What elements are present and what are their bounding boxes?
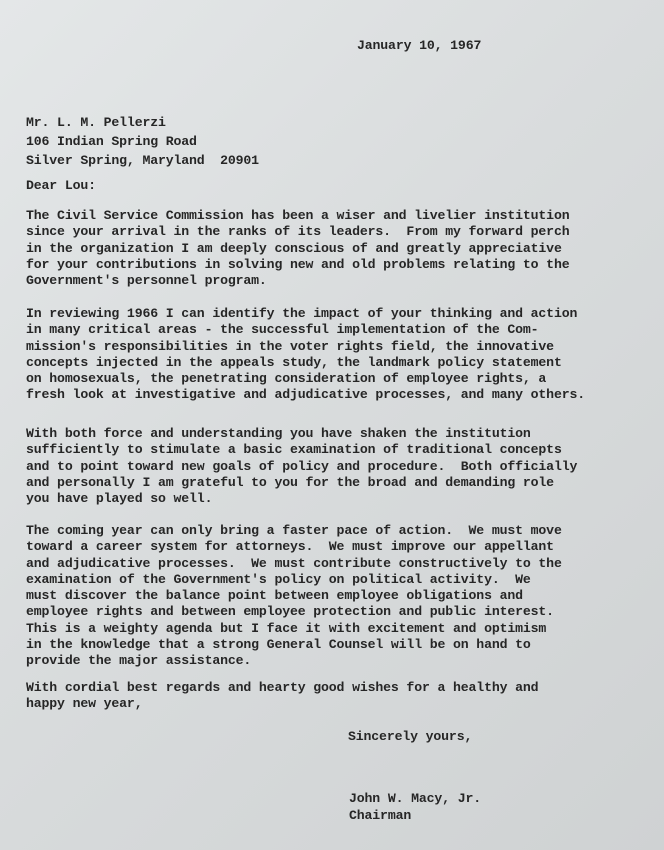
- paragraph-3: [26, 426, 577, 507]
- text-line: examination of the Government's policy on political activity. We: [26, 571, 531, 587]
- text-line: since your arrival in the ranks of its leaders. From my forward perch: [26, 224, 570, 240]
- text-line: employee rights and between employee protection and public interest.: [26, 604, 554, 620]
- text-line: mission's responsibilities in the voter rights field, the innovative: [26, 338, 554, 354]
- recipient-name: Mr. L. M. Pellerzi: [26, 115, 166, 130]
- signer-title: Chairman: [349, 808, 412, 823]
- text-line: in many critical areas - the successful implementation of the Com-: [26, 322, 539, 338]
- paragraph-5: [26, 680, 538, 713]
- complimentary-closing: Sincerely yours,: [348, 729, 473, 744]
- text-line: This is a weighty agenda but I face it with excitement and optimism: [26, 620, 547, 636]
- text-line: on homosexuals, the penetrating consideration of employee rights, a: [26, 371, 547, 387]
- recipient-address: [26, 113, 259, 170]
- signer-name: John W. Macy, Jr.: [349, 791, 481, 806]
- recipient-street: 106 Indian Spring Road: [26, 134, 197, 149]
- text-line: and adjudicative processes. We must contribute constructively to the: [26, 555, 562, 571]
- text-line: With cordial best regards and hearty good wishes for a healthy and: [26, 680, 539, 695]
- text-line: must discover the balance point between employee obligations and: [26, 588, 523, 604]
- text-line: Government's personnel program.: [26, 273, 267, 289]
- text-line: for your contributions in solving new and old problems relating to the: [26, 256, 570, 272]
- signature-block: [349, 790, 481, 824]
- text-line: In reviewing 1966 I can identify the impact of your thinking and action: [26, 306, 578, 321]
- text-line: sufficiently to stimulate a basic examination of traditional concepts: [26, 442, 562, 458]
- paragraph-1: [26, 208, 569, 289]
- text-line: you have played so well.: [26, 491, 213, 507]
- recipient-city: Silver Spring, Maryland 20901: [26, 153, 259, 168]
- text-line: provide the major assistance.: [26, 653, 252, 669]
- text-line: and to point toward new goals of policy and procedure. Both officially: [26, 458, 578, 474]
- letter-date: January 10, 1967: [357, 38, 482, 53]
- text-line: and personally I am grateful to you for the broad and demanding role: [26, 474, 554, 490]
- paragraph-4: [26, 523, 562, 670]
- text-line: concepts injected in the appeals study, the landmark policy statement: [26, 354, 562, 370]
- text-line: toward a career system for attorneys. We must improve our appellant: [26, 539, 554, 555]
- text-line: in the organization I am deeply conscious of and greatly appreciative: [26, 240, 562, 256]
- salutation: Dear Lou:: [26, 178, 96, 193]
- text-line: fresh look at investigative and adjudicative processes, and many others.: [26, 387, 585, 403]
- paragraph-2: [26, 306, 585, 404]
- text-line: The coming year can only bring a faster pace of action. We must move: [26, 523, 562, 538]
- text-line: The Civil Service Commission has been a wiser and livelier institution: [26, 208, 570, 223]
- text-line: With both force and understanding you have shaken the institution: [26, 426, 531, 441]
- text-line: happy new year,: [26, 696, 143, 712]
- text-line: in the knowledge that a strong General Counsel will be on hand to: [26, 637, 531, 653]
